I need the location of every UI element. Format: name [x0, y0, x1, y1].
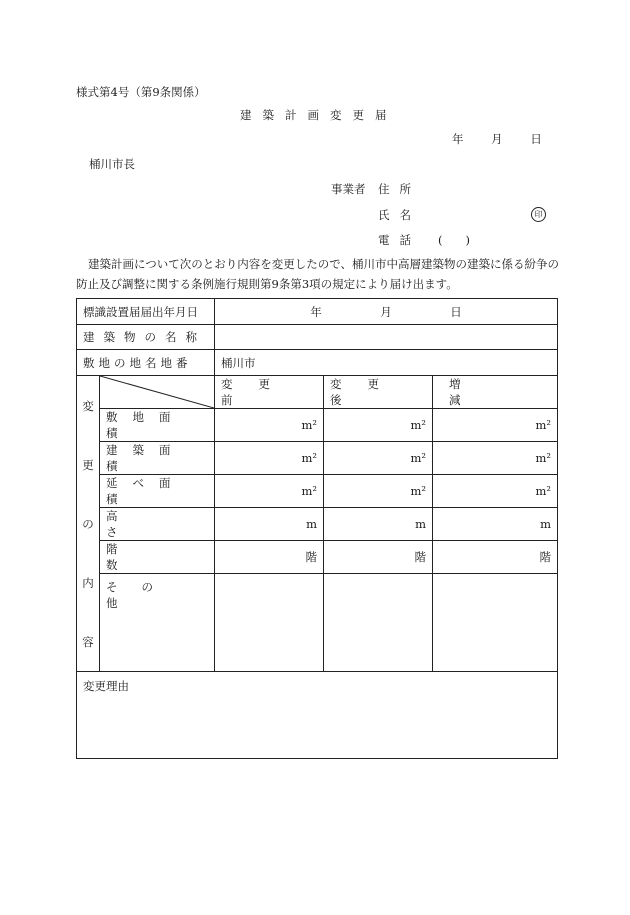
change-char-1: 変: [82, 398, 94, 413]
floor-area-after[interactable]: [324, 475, 433, 508]
unit-sqm: m²: [410, 451, 426, 465]
body-text: 建築計画について次のとおり内容を変更したので、桶川市中高層建築物の建築に係る紛争の防止及び調整に関する条例施行規則第9条第3項の規定により届け出ます。: [76, 257, 560, 291]
phone-parens: ( ): [438, 233, 470, 247]
change-char-3: の: [82, 516, 94, 531]
other-after[interactable]: [324, 574, 433, 672]
name-label: 氏名: [378, 208, 421, 222]
phone-label: 電話: [378, 233, 421, 247]
site-area-diff[interactable]: [433, 409, 558, 442]
submission-date: [452, 131, 542, 147]
sign-notice-date-label: 標識設置届届出年月日: [77, 299, 215, 325]
item-label-height: [100, 508, 215, 541]
building-area-before[interactable]: [215, 442, 324, 475]
unit-sqm: m²: [301, 418, 317, 432]
item-label-floor-area-text: 延べ面積: [106, 476, 186, 506]
item-label-building-area-text: 建築面積: [106, 443, 186, 473]
item-label-floors-text: 階数: [106, 542, 193, 572]
seal-mark: 印: [531, 207, 546, 222]
change-notice-table: [76, 298, 558, 759]
unit-m: m: [540, 517, 552, 531]
addressee: 桶川市長: [89, 157, 135, 171]
floor-area-diff[interactable]: [433, 475, 558, 508]
item-label-building-area: [100, 442, 215, 475]
unit-sqm: m²: [301, 484, 317, 498]
other-before[interactable]: [215, 574, 324, 672]
applicant-label: 事業者: [331, 182, 366, 196]
floors-before[interactable]: [215, 541, 324, 574]
height-before[interactable]: [215, 508, 324, 541]
unit-sqm: m²: [410, 484, 426, 498]
form-number: 様式第4号（第9条関係）: [76, 85, 206, 99]
site-area-after[interactable]: [324, 409, 433, 442]
building-name-label-text: 建築物の名称: [83, 330, 206, 344]
floors-diff[interactable]: [433, 541, 558, 574]
building-name-field[interactable]: [215, 325, 558, 350]
item-label-site-area-text: 敷地面積: [106, 410, 186, 440]
site-area-before[interactable]: [215, 409, 324, 442]
unit-sqm: m²: [535, 451, 552, 465]
item-label-other-text: その他: [106, 580, 177, 610]
unit-floor: 階: [539, 550, 552, 564]
date-year: 年: [452, 132, 464, 146]
height-diff[interactable]: [433, 508, 558, 541]
address-label: 住所: [378, 182, 421, 196]
reason-field[interactable]: [77, 672, 558, 759]
form-title: 建築計画変更届: [240, 108, 398, 122]
col-header-before-text: 変更前: [221, 377, 296, 407]
unit-sqm: m²: [535, 418, 552, 432]
change-char-5: 容: [82, 634, 94, 649]
date-day: 日: [530, 132, 542, 146]
date-month: 月: [491, 132, 503, 146]
change-char-4: 内: [82, 575, 94, 590]
notice-year: 年: [310, 304, 322, 319]
unit-m: m: [415, 517, 426, 531]
unit-m: m: [306, 517, 317, 531]
site-address-field[interactable]: [215, 350, 558, 376]
building-name-label: [77, 325, 215, 350]
unit-sqm: m²: [535, 484, 552, 498]
reason-label: 変更理由: [83, 679, 129, 693]
col-header-diff-text: 増減: [449, 377, 517, 407]
other-diff[interactable]: [433, 574, 558, 672]
height-after[interactable]: [324, 508, 433, 541]
building-area-after[interactable]: [324, 442, 433, 475]
col-header-after: [324, 376, 433, 409]
unit-sqm: m²: [301, 451, 317, 465]
notice-month: 月: [380, 304, 392, 319]
site-address-label-text: 敷地の地名地番: [83, 355, 192, 370]
col-header-before: [215, 376, 324, 409]
item-label-other: [100, 574, 215, 672]
change-section-label-text: [77, 376, 99, 671]
notice-day: 日: [450, 304, 462, 319]
unit-floor: 階: [305, 550, 317, 564]
item-label-floors: [100, 541, 215, 574]
floors-after[interactable]: [324, 541, 433, 574]
change-char-2: 更: [82, 457, 94, 472]
diagonal-header-cell: [100, 376, 215, 409]
floor-area-before[interactable]: [215, 475, 324, 508]
unit-floor: 階: [414, 550, 426, 564]
col-header-diff: [433, 376, 558, 409]
seal-icon: [531, 206, 546, 222]
site-address-value: 桶川市: [221, 355, 256, 370]
col-header-after-text: 変更後: [330, 377, 405, 407]
item-label-floor-area: [100, 475, 215, 508]
unit-sqm: m²: [410, 418, 426, 432]
sign-notice-date-field[interactable]: [215, 299, 558, 325]
change-section-label: [77, 376, 100, 672]
item-label-height-text: 高さ: [106, 509, 193, 539]
diagonal-line: [100, 376, 214, 408]
item-label-site-area: [100, 409, 215, 442]
site-address-label: [77, 350, 215, 376]
building-area-diff[interactable]: [433, 442, 558, 475]
